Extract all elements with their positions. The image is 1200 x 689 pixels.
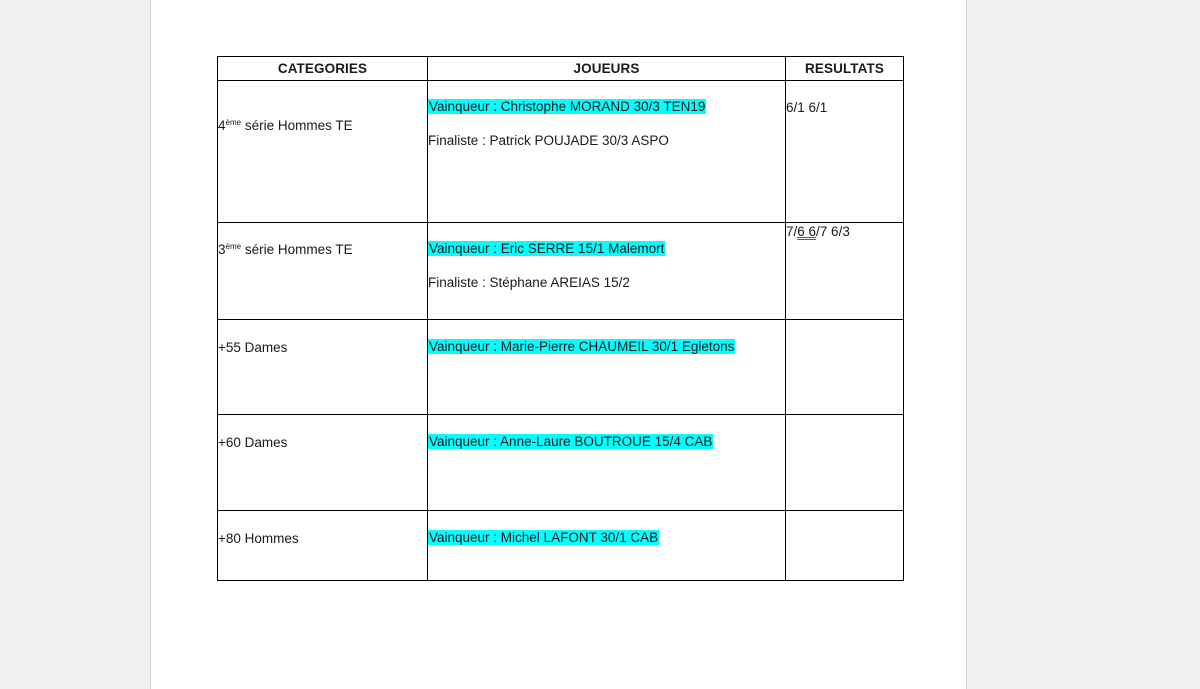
table-row: [218, 223, 904, 320]
category-cell: [218, 81, 428, 223]
result-cell: [786, 81, 904, 223]
winner-line: [428, 339, 785, 354]
document-page[interactable]: [150, 0, 967, 689]
winner-line: [428, 530, 785, 545]
winner-line: [428, 241, 785, 256]
result-cell: [786, 415, 904, 511]
winner-text: Vainqueur : Christophe MORAND 30/3 TEN19: [429, 99, 706, 114]
category-text: série Hommes TE: [241, 118, 353, 133]
finalist-text: Finaliste : Patrick POUJADE 30/3 ASPO: [428, 133, 669, 148]
players-cell: [428, 223, 786, 320]
category-cell: [218, 223, 428, 320]
category-label: +80 Hommes: [218, 531, 299, 546]
players-cell: [428, 320, 786, 415]
winner-text: Vainqueur : Marie-Pierre CHAUMEIL 30/1 Egletons: [429, 339, 735, 354]
winner-text: Vainqueur : Michel LAFONT 30/1 CAB: [429, 530, 659, 545]
category-text: série Hommes TE: [241, 242, 353, 257]
header-categories: CATEGORIES: [218, 57, 428, 81]
winner-text: Vainqueur : Anne-Laure BOUTROUE 15/4 CAB: [429, 434, 713, 449]
table-row: [218, 415, 904, 511]
category-label: +55 Dames: [218, 340, 288, 355]
table-header-row: [218, 57, 904, 81]
players-cell: [428, 415, 786, 511]
results-table: [217, 56, 904, 581]
winner-line: [428, 99, 785, 114]
winner-text: Vainqueur : Eric SERRE 15/1 Malemort: [429, 241, 665, 256]
category-cell: [218, 415, 428, 511]
table-row: [218, 81, 904, 223]
result-cell: [786, 223, 904, 320]
header-results: RESULTATS: [786, 57, 904, 81]
winner-line: [428, 434, 785, 449]
category-label: [218, 118, 427, 133]
category-number: 4: [218, 118, 226, 133]
category-number: 3: [218, 242, 226, 257]
category-superscript: ème: [225, 118, 242, 127]
category-cell: [218, 511, 428, 581]
result-cell: [786, 511, 904, 581]
category-superscript: ème: [225, 242, 242, 251]
result-underlined-part: 6 6: [797, 224, 817, 239]
category-cell: [218, 320, 428, 415]
result-text: 6/1 6/1: [786, 100, 828, 115]
table-row: [218, 320, 904, 415]
result-text: [786, 224, 903, 239]
table-row: [218, 511, 904, 581]
players-cell: [428, 81, 786, 223]
category-label: +60 Dames: [218, 435, 288, 450]
players-cell: [428, 511, 786, 581]
result-part: /7 6/3: [816, 224, 850, 239]
category-label: [218, 242, 427, 257]
finalist-text: Finaliste : Stéphane AREIAS 15/2: [428, 275, 630, 290]
result-part: 7/: [786, 224, 798, 239]
result-cell: [786, 320, 904, 415]
header-players: JOUEURS: [428, 57, 786, 81]
